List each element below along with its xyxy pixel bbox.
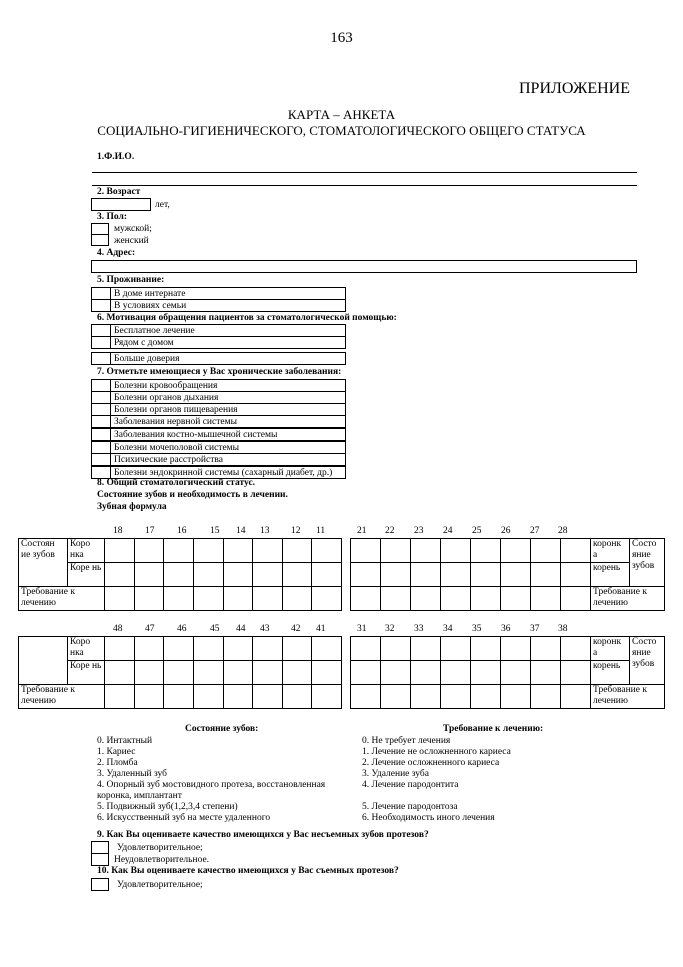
tooth-number: 46 [177,624,187,634]
legend-item: 4. Лечение пародонтита [362,780,459,790]
legend-item: 1. Кариес [97,747,136,757]
cell[interactable] [471,637,501,661]
residence-option-2[interactable] [91,299,346,312]
option-label: В доме интернате [114,289,186,299]
cell[interactable] [561,685,591,709]
cell[interactable] [531,563,561,587]
page-number: 163 [330,30,353,46]
cell[interactable] [193,637,223,661]
crown-label: коронк а [591,637,630,661]
motivation-option-2[interactable] [91,336,346,349]
cell[interactable] [501,637,531,661]
cell[interactable] [531,685,561,709]
option-label: Заболевания нервной системы [114,417,237,427]
cell[interactable] [134,587,164,611]
tooth-number: 18 [113,526,123,536]
appendix-heading: ПРИЛОЖЕНИЕ [518,80,630,97]
cell[interactable] [282,637,312,661]
state-label [19,637,68,685]
legend-item: 1. Лечение не осложненного кариеса [362,747,511,757]
cell[interactable] [312,563,342,587]
cell[interactable] [441,539,471,563]
legend-item: 2. Пломба [97,758,138,768]
tooth-number: 14 [236,526,246,536]
cell[interactable] [223,587,253,611]
cell[interactable] [105,637,135,661]
age-field[interactable] [91,198,151,211]
cell[interactable] [381,661,411,685]
cell[interactable] [253,587,283,611]
cell[interactable] [531,539,561,563]
sex-label: 3. Пол: [97,212,128,222]
tooth-number: 12 [291,526,301,536]
dental-status-sub1: Состояние зубов и необходимость в лечении. [97,490,288,500]
cell[interactable] [531,587,561,611]
legend-item: 5. Подвижный зуб(1,2,3,4 степени) [97,802,238,812]
cell[interactable] [253,661,283,685]
tooth-number: 41 [316,624,326,634]
legend-right-list [362,736,652,824]
fio-label: 1.Ф.И.О. [97,152,135,162]
tooth-number: 31 [357,624,367,634]
root-label: Коре нь [68,563,105,587]
cell[interactable] [381,685,411,709]
cell[interactable] [223,661,253,685]
tooth-number: 43 [260,624,270,634]
cell[interactable] [193,539,223,563]
cell[interactable] [223,637,253,661]
tooth-number: 48 [113,624,123,634]
legend-item: 4. Опорный зуб мостовидного протеза, восстановленная коронка, имплантант [97,780,326,801]
checkbox[interactable] [92,453,111,466]
cell[interactable] [164,539,194,563]
cell[interactable] [381,587,411,611]
crown-label: Коро нка [68,637,105,661]
cell[interactable] [471,539,501,563]
residence-label: 5. Проживание: [97,275,165,285]
cell[interactable] [561,587,591,611]
lower-left-table [18,636,342,709]
disease-option[interactable] [91,415,346,428]
cell[interactable] [501,539,531,563]
removable-satisfactory-checkbox[interactable] [91,878,109,891]
spacer [362,791,652,802]
fixed-satisfactory-label: Удовлетворительное; [117,843,203,853]
cell[interactable] [381,637,411,661]
cell[interactable] [312,685,342,709]
cell[interactable] [561,637,591,661]
checkbox[interactable] [92,336,111,349]
cell[interactable] [351,637,381,661]
cell[interactable] [561,539,591,563]
cell[interactable] [193,563,223,587]
tooth-number: 25 [472,526,482,536]
option-label: Болезни эндокринной системы (сахарный диабет, др.) [114,468,333,478]
option-label: Болезни органов дыхания [114,393,219,403]
cell[interactable] [193,661,223,685]
req-label: Требование к лечению [19,685,105,709]
tooth-number: 42 [291,624,301,634]
cell[interactable] [351,539,381,563]
cell[interactable] [312,661,342,685]
option-label: Психические расстройства [114,455,223,465]
cell[interactable] [501,685,531,709]
cell[interactable] [193,587,223,611]
legend-item: 3. Удаленный зуб [97,769,168,779]
legend-item: 0. Не требует лечения [362,736,451,746]
checkbox[interactable] [92,428,111,441]
root-label: корень [591,661,630,685]
option-label: В условиях семьи [114,301,187,311]
fio-line-1[interactable] [92,172,637,173]
tooth-number: 24 [443,526,453,536]
legend-item: 2. Лечение осложненного кариеса [362,758,500,768]
tooth-number: 22 [385,526,395,536]
cell[interactable] [501,587,531,611]
cell[interactable] [441,637,471,661]
tooth-number: 33 [414,624,424,634]
tooth-number: 32 [385,624,395,634]
removable-prosthesis-label: 10. Как Вы оцениваете качество имеющихся у Вас съемных протезов? [97,866,399,876]
motivation-label: 6. Мотивация обращения пациентов за стоматологической помощью: [97,313,397,323]
cell[interactable] [282,661,312,685]
cell[interactable] [282,539,312,563]
tooth-number: 35 [472,624,482,634]
cell[interactable] [105,661,135,685]
cell[interactable] [381,563,411,587]
tooth-number: 47 [145,624,155,634]
tooth-number: 16 [177,526,187,536]
disease-option[interactable] [91,453,346,466]
cell[interactable] [193,685,223,709]
tooth-number: 34 [443,624,453,634]
tooth-number: 23 [414,526,424,536]
disease-option[interactable] [91,428,346,441]
option-label: Заболевания костно-мышечной системы [114,430,278,440]
cell[interactable] [223,563,253,587]
motivation-option-3[interactable] [91,352,346,365]
fixed-prosthesis-label: 9. Как Вы оцениваете качество имеющихся у Вас несъемных зубов протезов? [97,830,429,840]
upper-left-table [18,538,342,611]
cell[interactable] [105,563,135,587]
cell[interactable] [223,539,253,563]
tooth-number: 45 [210,624,220,634]
fio-line-2[interactable] [92,185,637,186]
cell[interactable] [411,539,441,563]
cell[interactable] [411,587,441,611]
root-label: корень [591,563,630,587]
root-label: Коре нь [68,661,105,685]
crown-label: коронк а [591,539,630,563]
option-label: Бесплатное лечение [114,326,195,336]
age-unit: лет, [155,200,170,210]
sex-female-checkbox[interactable] [91,234,109,246]
cell[interactable] [351,661,381,685]
cell[interactable] [441,587,471,611]
legend-left-title: Состояние зубов: [185,724,259,734]
state-label: Состо яние зубов [630,637,665,685]
cell[interactable] [282,685,312,709]
tooth-number: 44 [236,624,246,634]
crown-label: Коро нка [68,539,105,563]
cell[interactable] [471,587,501,611]
cell[interactable] [164,563,194,587]
legend-item: 5. Лечение пародонтоза [362,802,458,812]
checkbox[interactable] [92,415,111,428]
cell[interactable] [223,685,253,709]
state-label: Состо яние зубов [630,539,665,587]
option-label: Рядом с домом [114,338,174,348]
form-title: КАРТА – АНКЕТА [287,107,396,122]
option-label: Болезни мочеполовой системы [114,443,240,453]
removable-satisfactory-label: Удовлетворительное; [117,880,203,890]
cell[interactable] [531,661,561,685]
cell[interactable] [312,637,342,661]
cell[interactable] [351,685,381,709]
option-label: Болезни органов пищеварения [114,405,238,415]
cell[interactable] [282,563,312,587]
tooth-number: 21 [357,526,367,536]
cell[interactable] [471,661,501,685]
cell[interactable] [105,539,135,563]
cell[interactable] [471,563,501,587]
upper-right-table [350,538,665,611]
cell[interactable] [411,685,441,709]
age-label: 2. Возраст [97,187,141,197]
cell[interactable] [105,587,135,611]
cell[interactable] [164,685,194,709]
tooth-number: 11 [316,526,326,536]
cell[interactable] [471,685,501,709]
legend-item: 6. Необходимость иного лечения [362,813,495,823]
cell[interactable] [134,563,164,587]
checkbox[interactable] [92,352,111,365]
option-label: Болезни кровообращения [114,381,218,391]
cell[interactable] [411,563,441,587]
legend-left-list [97,736,352,824]
tooth-number: 38 [558,624,568,634]
req-label: Требование к лечению [591,685,665,709]
lower-right-table [350,636,665,709]
req-label: Требование к лечению [591,587,665,611]
cell[interactable] [164,637,194,661]
cell[interactable] [561,661,591,685]
tooth-number: 36 [501,624,511,634]
cell[interactable] [282,587,312,611]
tooth-number: 27 [530,526,540,536]
legend-item: 0. Интактный [97,736,153,746]
cell[interactable] [164,587,194,611]
cell[interactable] [381,539,411,563]
cell[interactable] [411,637,441,661]
tooth-number: 26 [501,526,511,536]
cell[interactable] [164,661,194,685]
tooth-number: 28 [558,526,568,536]
cell[interactable] [134,685,164,709]
address-field[interactable] [91,260,637,273]
tooth-number: 17 [145,526,155,536]
cell[interactable] [441,685,471,709]
fixed-unsatisfactory-checkbox[interactable] [91,853,109,866]
sex-female-label: женский [114,236,149,246]
option-label: Больше доверия [114,354,180,364]
cell[interactable] [312,587,342,611]
cell[interactable] [253,685,283,709]
cell[interactable] [105,685,135,709]
dental-formula-label: Зубная формула [97,502,167,512]
diseases-label: 7. Отметьте имеющиеся у Вас хронические заболевания: [97,367,342,377]
cell[interactable] [253,563,283,587]
legend-item: 3. Удаление зуба [362,769,429,779]
cell[interactable] [561,563,591,587]
form-subtitle: СОЦИАЛЬНО-ГИГИЕНИЧЕСКОГО, СТОМАТОЛОГИЧЕСКОГО ОБЩЕГО СТАТУСА [97,123,586,138]
fixed-unsatisfactory-label: Неудовлетворительное. [114,855,210,865]
cell[interactable] [441,661,471,685]
address-label: 4. Адрес: [97,248,136,258]
cell[interactable] [253,637,283,661]
cell[interactable] [531,637,561,661]
tooth-number: 15 [210,526,220,536]
tooth-number: 13 [260,526,270,536]
checkbox[interactable] [92,299,111,312]
dental-status-label: 8. Общий стоматологический статус. [97,478,256,488]
cell[interactable] [253,539,283,563]
tooth-number: 37 [530,624,540,634]
cell[interactable] [351,563,381,587]
legend-right-title: Требование к лечению: [443,724,544,734]
cell[interactable] [351,587,381,611]
cell[interactable] [312,539,342,563]
sex-male-label: мужской; [114,224,152,234]
req-label: Требование к лечению [19,587,105,611]
legend-item: 6. Искусственный зуб на месте удаленного [97,813,271,823]
cell[interactable] [411,661,441,685]
cell[interactable] [134,539,164,563]
cell[interactable] [501,661,531,685]
cell[interactable] [134,637,164,661]
state-label: Состоян ие зубов [19,539,68,587]
cell[interactable] [501,563,531,587]
cell[interactable] [441,563,471,587]
cell[interactable] [134,661,164,685]
